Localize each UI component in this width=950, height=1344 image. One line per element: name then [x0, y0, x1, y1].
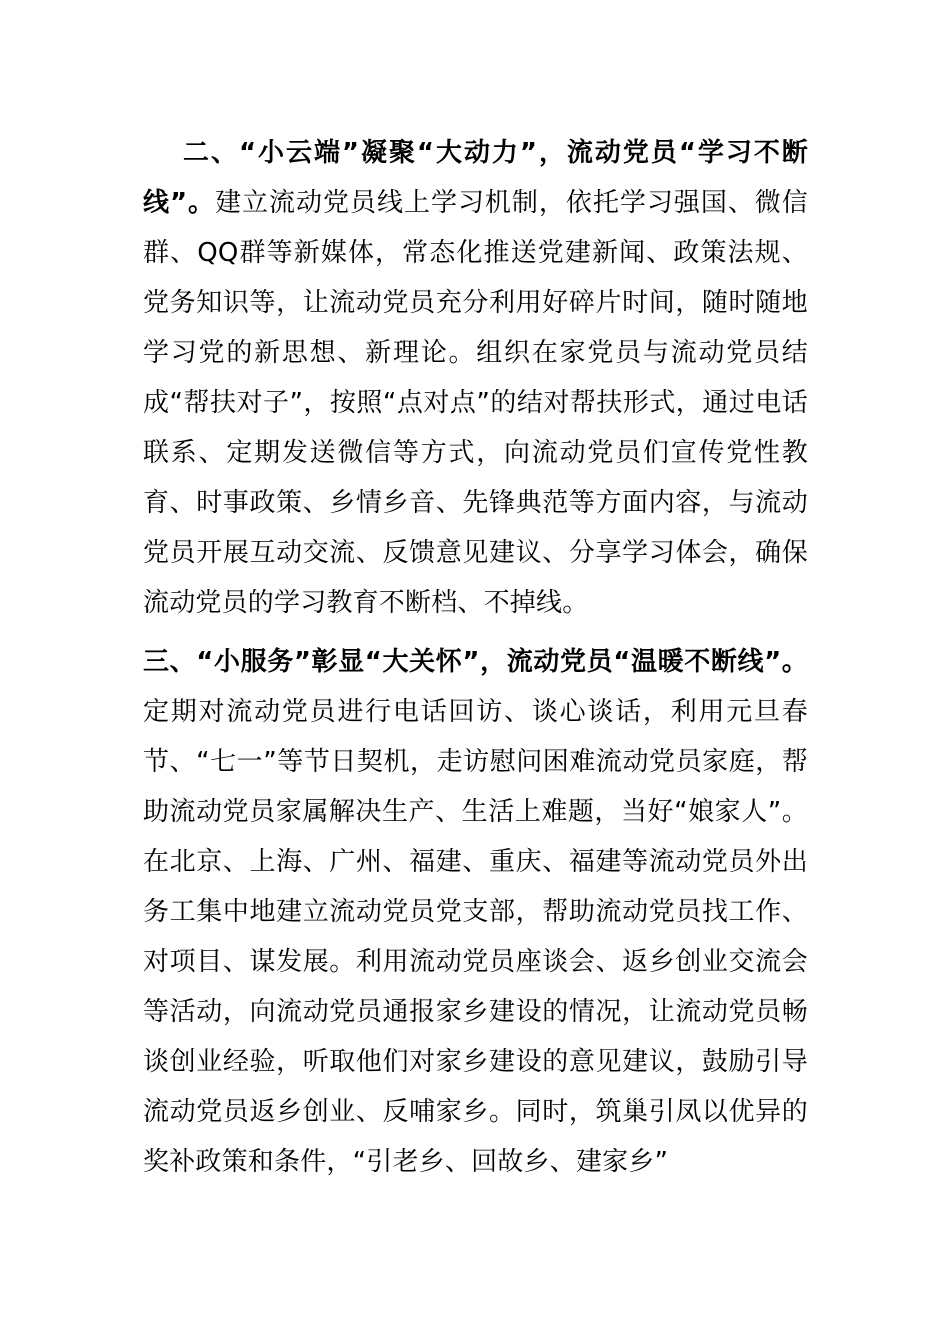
section-three-body: 定期对流动党员进行电话回访、谈心谈话，利用元旦春节、“七一”等节日契机，走访慰问困难流动党员家庭，帮助流动党员家属解决生产、生活上难题，当好“娘家人”。在北京、上海、广州、福建、重庆、福建等流动党员外出务工集中地建立流动党员党支部，帮助流动党员找工作、对项目、谋发展。利用流动党员座谈会、返乡创业交流会等活动，向流动党员通报家乡建设的情况，让流动党员畅谈创业经验，听取他们对家乡建设的意见建议，鼓励引导流动党员返乡创业、反哺家乡。同时，筑巢引凤以优异的奖补政策和条件，“引老乡、回故乡、建家乡” [143, 697, 808, 1177]
section-three-paragraph [143, 637, 808, 1187]
section-two-paragraph [143, 128, 808, 628]
section-two-body: 建立流动党员线上学习机制，依托学习强国、微信群、QQ群等新媒体，常态化推送党建新闻、政策法规、党务知识等，让流动党员充分利用好碎片时间，随时随地学习党的新思想、新理论。组织在家党员与流动党员结成“帮扶对子”，按照“点对点”的结对帮扶形式，通过电话联系、定期发送微信等方式，向流动党员们宣传党性教育、时事政策、乡情乡音、先锋典范等方面内容，与流动党员开展互动交流、反馈意见建议、分享学习体会，确保流动党员的学习教育不断档、不掉线。 [143, 188, 808, 618]
section-two-heading: 二、“小云端”凝聚“大动力”，流动党员“学习不断线”。 [143, 138, 808, 218]
section-three-heading: 三、“小服务”彰显“大关怀”，流动党员“温暖不断线”。 [143, 647, 808, 677]
